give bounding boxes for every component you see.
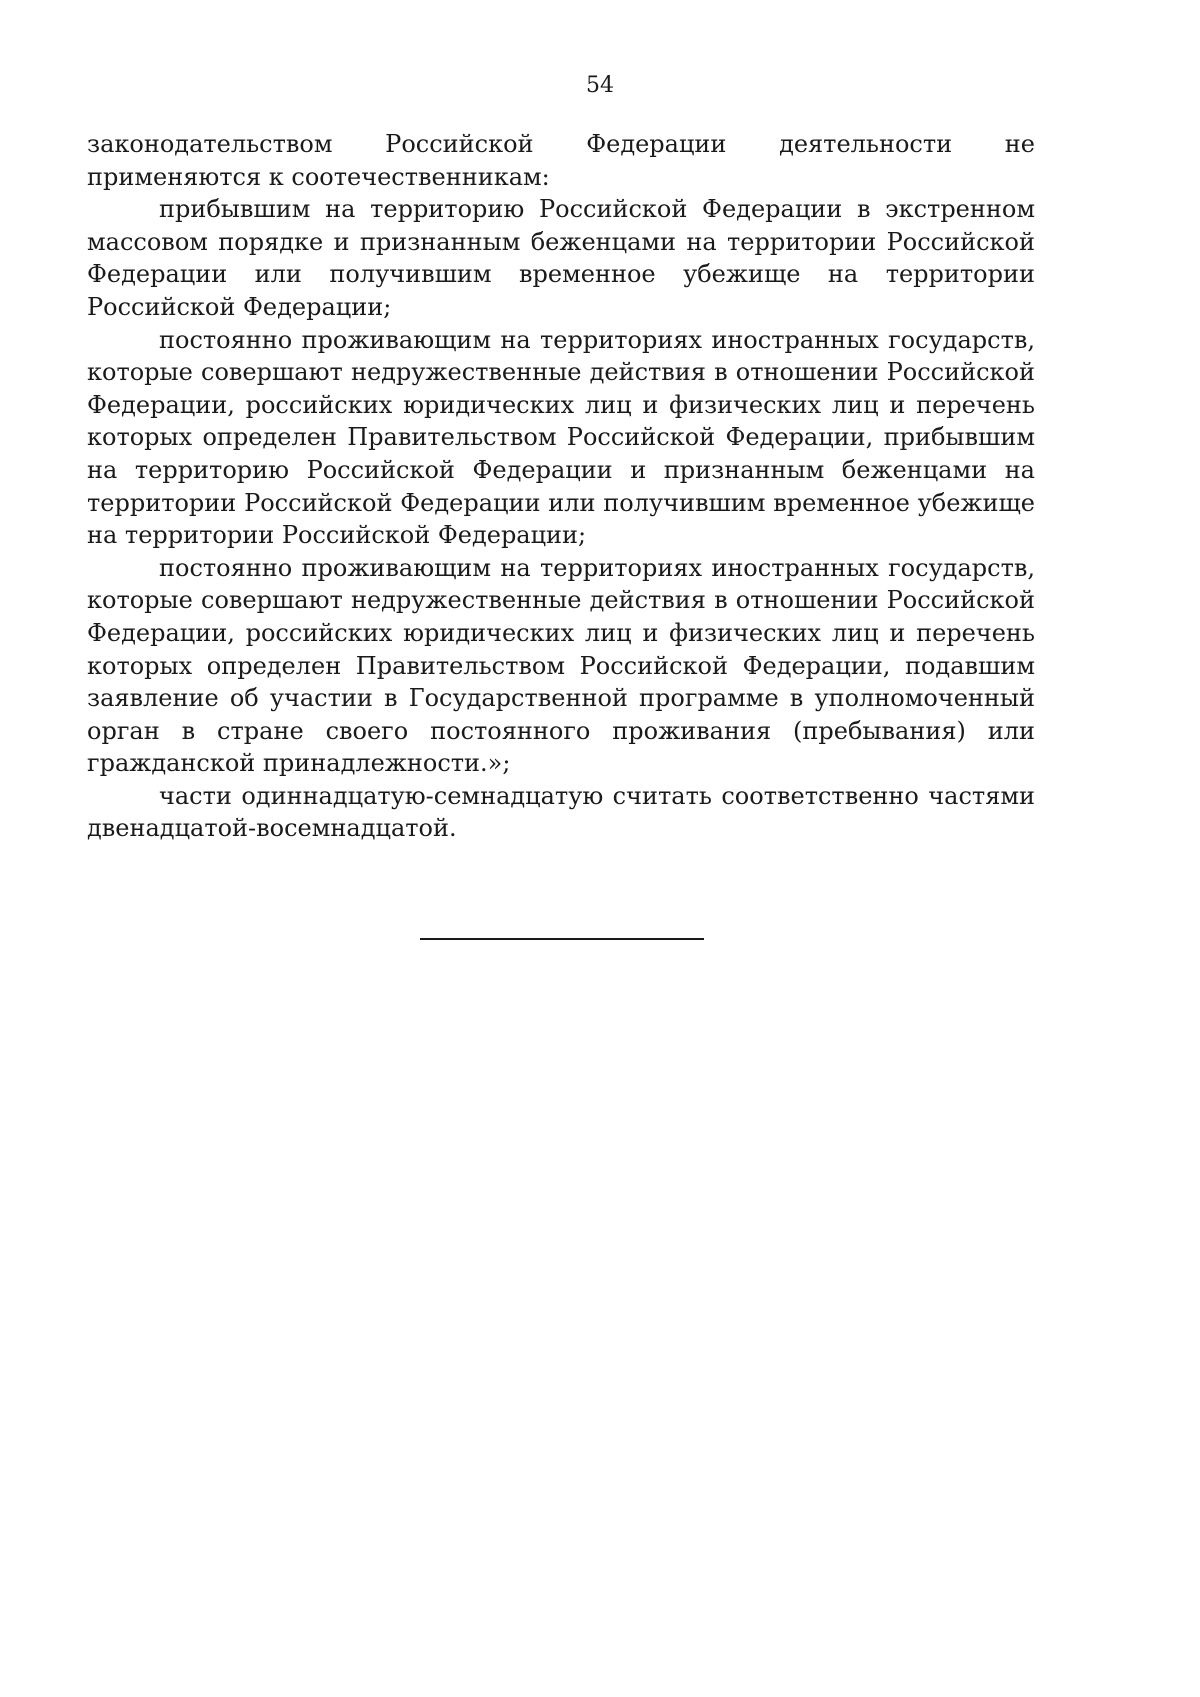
paragraph-intro: законодательством Российской Федерации деятельности не применяются к соотечественникам: [87, 130, 1035, 191]
paragraph-item-refugees: прибывшим на территорию Российской Федерации в экстренном массовом порядке и признанным беженцами на территории Российской Федерации или получившим временное убежище на территории Российской Федерации; [87, 195, 1035, 321]
paragraph-item-unfriendly-states-applied: постоянно проживающим на территориях иностранных государств, которые совершают недружественные действия в отношении Российской Федерации, российских юридических лиц и физических лиц и перечень которых определен Правительством Российской Федерации, подавшим заявление об участии в Государственной программе в уполномоченный орган в стране своего постоянного проживания (пребывания) или гражданской принадлежности.»; [87, 553, 1035, 778]
paragraph-item-unfriendly-states-arrived: постоянно проживающим на территориях иностранных государств, которые совершают недружественные действия в отношении Российской Федерации, российских юридических лиц и физических лиц и перечень которых определен Правительством Российской Федерации, прибывшим на территорию Российской Федерации и признанным беженцами на территории Российской Федерации или получившим временное убежище на территории Российской Федерации; [87, 325, 1035, 550]
document-body [87, 128, 1035, 845]
paragraph-renumbering: части одиннадцатую-семнадцатую считать соответственно частями двенадцатой-восемнадцатой. [87, 781, 1035, 843]
page-number: 54 [586, 73, 614, 98]
end-of-text-divider [420, 938, 704, 940]
